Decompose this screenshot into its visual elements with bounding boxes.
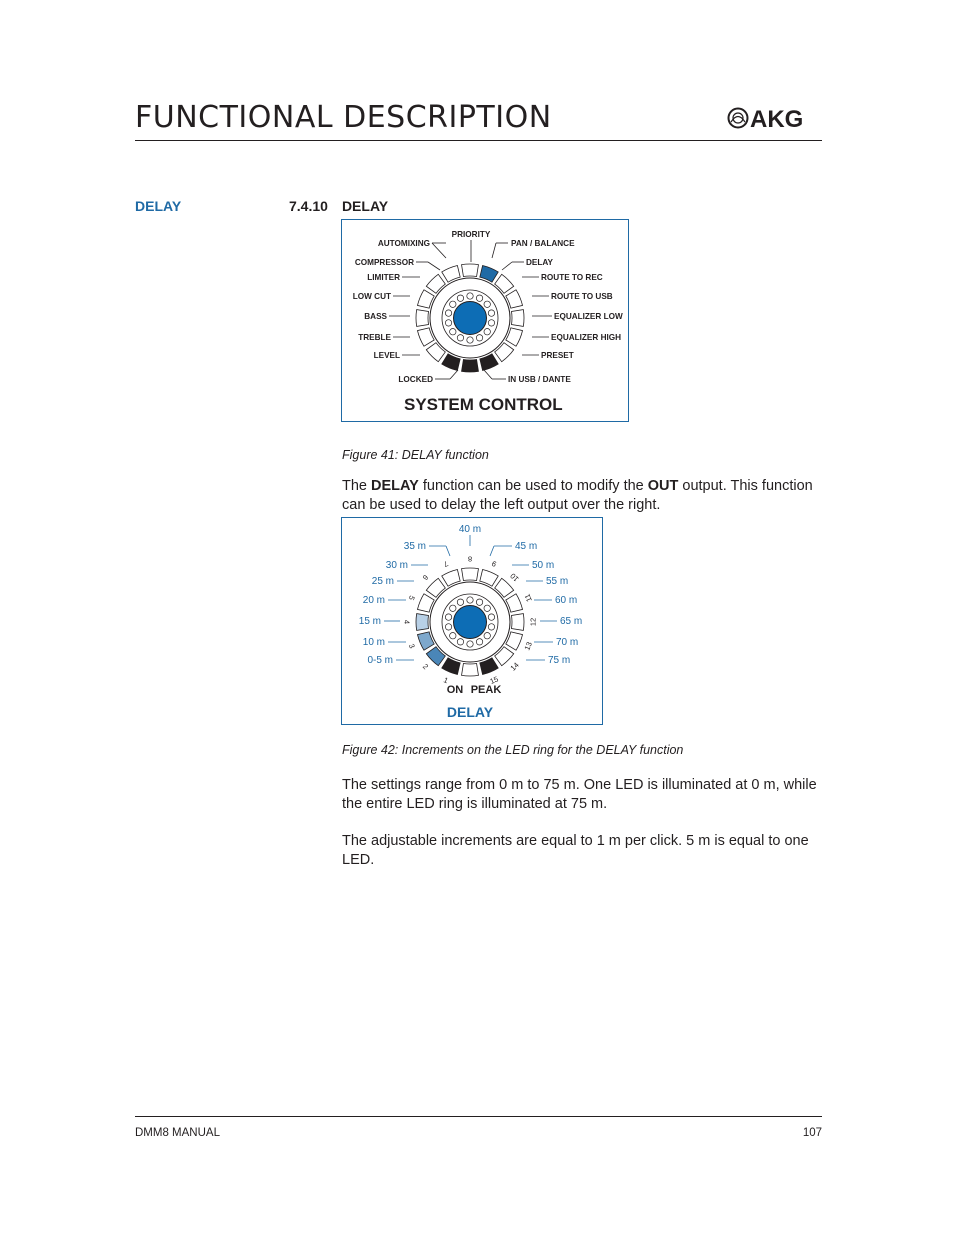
paragraph-delay-intro (342, 477, 822, 515)
label-delay: DELAY (526, 258, 553, 267)
knob-ridge (457, 295, 463, 301)
label-40m: 40 m (458, 524, 482, 535)
led-segment (495, 274, 514, 293)
knob-ridge (467, 597, 473, 603)
knob-ridge (445, 624, 451, 630)
leader-line (484, 370, 492, 379)
label-low-cut: LOW CUT (352, 292, 391, 301)
on-label: ON (446, 684, 464, 696)
knob-ridge (488, 624, 494, 630)
knob-ridge (476, 295, 482, 301)
knob-ridge (488, 320, 494, 326)
control-knob (454, 302, 487, 335)
knob-ridge (484, 605, 490, 611)
system-control-diagram (342, 220, 628, 421)
delay-led-ring-diagram (342, 518, 602, 724)
label-70m: 70 m (556, 637, 579, 648)
text-run: output. This function can be used to delay the left output over the right. (342, 478, 813, 513)
paragraph-range: The settings range from 0 m to 75 m. One LED is illuminated at 0 m, while the entire LED ring is illuminated at 75 m. (342, 777, 817, 812)
led-segment (416, 614, 429, 631)
figure-system-control (341, 219, 629, 422)
knob-ridge (450, 633, 456, 639)
knob-ridge (484, 301, 490, 307)
led-segment (462, 663, 479, 676)
delay-knob (454, 606, 487, 639)
paragraph-increments: The adjustable increments are equal to 1 m per click. 5 m is equal to one LED. (342, 833, 809, 868)
led-segment (511, 310, 524, 327)
akg-logo-text: AKG (750, 106, 804, 131)
led-number: 1 (442, 675, 450, 686)
knob-ridge (457, 335, 463, 341)
leader-line (490, 546, 494, 556)
led-segment (416, 310, 429, 327)
led-number: 13 (522, 640, 534, 652)
knob-ridge (488, 614, 494, 620)
led-number: 8 (467, 554, 473, 564)
figure-41-caption: Figure 41: DELAY function (342, 448, 489, 462)
knob-ridge (450, 605, 456, 611)
section-heading (289, 198, 388, 214)
label-50m: 50 m (532, 560, 555, 571)
led-number: 7 (442, 558, 450, 569)
leader-line (446, 546, 450, 556)
knob-ridge (488, 310, 494, 316)
label-equalizer-low: EQUALIZER LOW (554, 312, 623, 321)
knob-ridge (467, 293, 473, 299)
led-segment (495, 343, 514, 362)
led-number: 3 (406, 642, 417, 650)
leader-line (450, 370, 458, 379)
led-segment (462, 264, 479, 277)
label-65m: 65 m (560, 616, 583, 627)
knob-ridge (445, 320, 451, 326)
knob-ridge (467, 337, 473, 343)
footer-manual-name: DMM8 MANUAL (135, 1127, 220, 1139)
label-locked: LOCKED (398, 375, 433, 384)
peak-label: PEAK (470, 684, 502, 696)
led-number: 11 (522, 592, 534, 604)
knob-ridge (484, 329, 490, 335)
knob-ridge (457, 599, 463, 605)
knob-ridge (467, 641, 473, 647)
footer-divider (135, 1116, 822, 1117)
led-number: 4 (402, 619, 412, 625)
bold-out: OUT (647, 478, 679, 494)
led-segment (462, 568, 479, 581)
led-number: 15 (488, 674, 500, 686)
label-10m: 10 m (362, 637, 385, 648)
led-segment (462, 359, 479, 372)
label-limiter: LIMITER (367, 273, 400, 282)
led-number: 9 (490, 558, 498, 569)
delay-panel-title: DELAY (446, 704, 494, 720)
akg-logo-circle-icon (729, 109, 748, 128)
led-segment (426, 274, 445, 293)
section-title: DELAY (341, 198, 389, 214)
leader-line (432, 243, 446, 258)
system-control-title: SYSTEM CONTROL (404, 395, 563, 414)
label-in-usb-dante: IN USB / DANTE (508, 375, 571, 384)
figure-42-caption: Figure 42: Increments on the LED ring for the DELAY function (342, 743, 684, 757)
label-pan-balance: PAN / BALANCE (511, 239, 575, 248)
figure-delay-led-ring (341, 517, 603, 725)
label-30m: 30 m (385, 560, 408, 571)
leader-line (502, 262, 512, 270)
led-segment (511, 614, 524, 631)
knob-ridge (450, 329, 456, 335)
bold-delay: DELAY (371, 478, 419, 494)
page-title: FUNCTIONAL DESCRIPTION (135, 100, 552, 135)
label-60m: 60 m (555, 595, 578, 606)
akg-logo (727, 105, 822, 131)
label-route-to-usb: ROUTE TO USB (551, 292, 613, 301)
label-0-5m: 0-5 m (367, 655, 393, 666)
knob-ridge (476, 639, 482, 645)
label-route-to-rec: ROUTE TO REC (541, 273, 603, 282)
label-75m: 75 m (548, 655, 571, 666)
label-priority: PRIORITY (451, 230, 491, 239)
knob-ridge (484, 633, 490, 639)
knob-ridge (450, 301, 456, 307)
led-number: 12 (528, 617, 538, 627)
header-divider (135, 140, 822, 141)
label-15m: 15 m (358, 616, 381, 627)
label-55m: 55 m (546, 576, 569, 587)
side-heading: DELAY (135, 198, 182, 214)
label-25m: 25 m (371, 576, 394, 587)
leader-line (492, 243, 496, 258)
knob-ridge (457, 639, 463, 645)
leader-line (428, 262, 440, 270)
label-compressor: COMPRESSOR (354, 258, 414, 267)
text-run: The (342, 478, 372, 494)
label-bass: BASS (364, 312, 387, 321)
label-35m: 35 m (403, 541, 426, 552)
page-number: 107 (802, 1127, 822, 1139)
led-number: 6 (420, 572, 431, 583)
label-20m: 20 m (362, 595, 385, 606)
knob-ridge (476, 335, 482, 341)
section-number: 7.4.10 (289, 198, 328, 214)
text-run: function can be used to modify the (418, 478, 648, 494)
label-preset: PRESET (541, 351, 574, 360)
led-number: 10 (508, 571, 521, 584)
label-treble: TREBLE (358, 333, 391, 342)
knob-ridge (445, 310, 451, 316)
led-number: 14 (508, 660, 521, 673)
label-automixing: AUTOMIXING (377, 239, 430, 248)
label-level: LEVEL (373, 351, 400, 360)
led-number: 5 (406, 594, 417, 602)
label-equalizer-high: EQUALIZER HIGH (551, 333, 622, 342)
knob-ridge (476, 599, 482, 605)
led-number: 2 (420, 661, 431, 672)
knob-ridge (445, 614, 451, 620)
label-45m: 45 m (515, 541, 538, 552)
led-segment (426, 343, 445, 362)
